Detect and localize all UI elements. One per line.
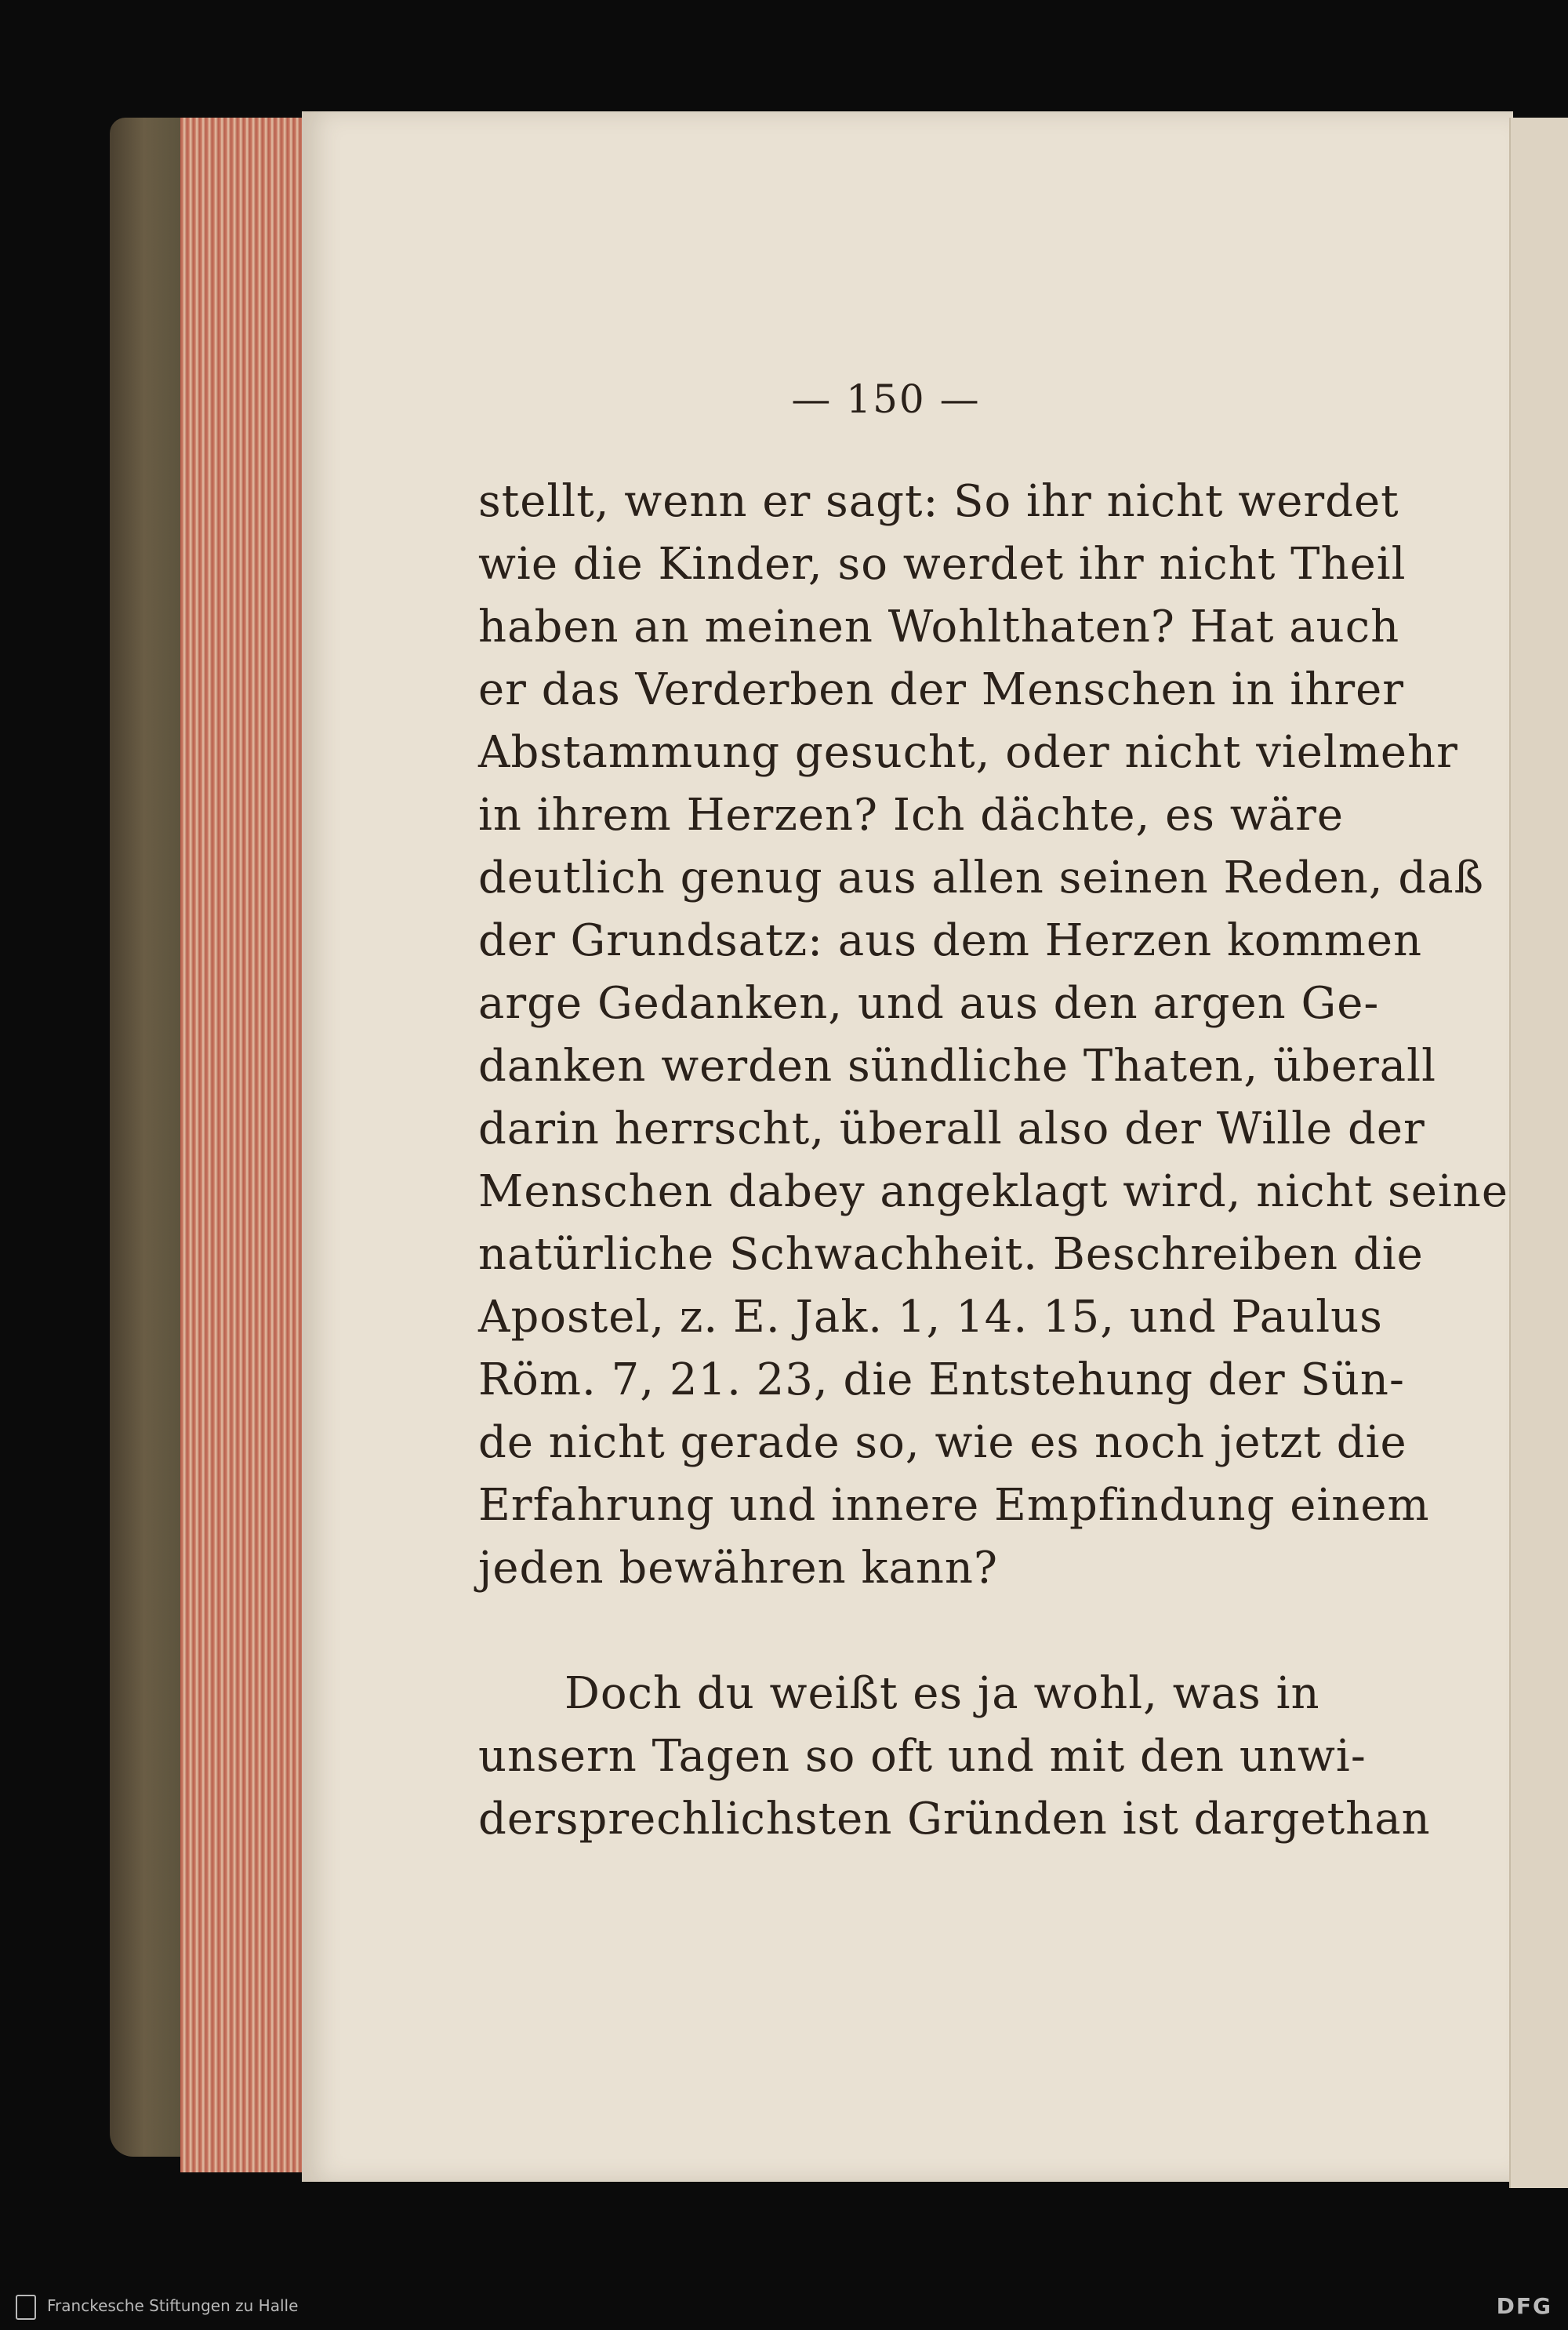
text-line: wie die Kinder, so werdet ihr nicht Theil xyxy=(478,539,1406,590)
text-line: unsern Tagen so oft und mit den unwi- xyxy=(478,1731,1367,1782)
text-line: der Grundsatz: aus dem Herzen kommen xyxy=(478,915,1423,966)
page-edges xyxy=(180,118,306,2172)
viewer-footer xyxy=(0,2285,1568,2330)
dfg-logo: DFG xyxy=(1496,2293,1552,2319)
paragraph-gap xyxy=(478,1600,1294,1663)
text-line: haben an meinen Wohlthaten? Hat auch xyxy=(478,602,1400,652)
text-line: de nicht gerade so, wie es noch jetzt die xyxy=(478,1417,1407,1468)
text-line: Apostel, z. E. Jak. 1, 14. 15, und Paulus xyxy=(478,1292,1383,1343)
facing-page-edge xyxy=(1509,118,1568,2188)
text-line: Menschen dabey angeklagt wird, nicht seine xyxy=(478,1166,1508,1217)
text-line: er das Verderben der Menschen in ihrer xyxy=(478,664,1405,715)
text-line: dersprechlichsten Gründen ist dargethan xyxy=(478,1794,1431,1845)
body-text xyxy=(478,471,1508,1851)
text-line: Erfahrung und innere Empfindung einem xyxy=(478,1480,1430,1531)
text-line: stellt, wenn er sagt: So ihr nicht werdet xyxy=(478,476,1399,527)
text-line: arge Gedanken, und aus den argen Ge- xyxy=(478,978,1380,1029)
institution-logo-icon xyxy=(16,2295,36,2320)
text-line: Röm. 7, 21. 23, die Entstehung der Sün- xyxy=(478,1354,1405,1405)
text-line: danken werden sündliche Thaten, überall xyxy=(478,1041,1436,1092)
page-number-header: — 150 — xyxy=(791,376,981,422)
text-line: Doch du weißt es ja wohl, was in xyxy=(564,1668,1320,1719)
text-line: in ihrem Herzen? Ich dächte, es wäre xyxy=(478,790,1345,841)
text-line: darin herrscht, überall also der Wille der xyxy=(478,1103,1425,1154)
text-line: Abstammung gesucht, oder nicht vielmehr xyxy=(478,727,1458,778)
text-line: jeden bewähren kann? xyxy=(478,1543,998,1594)
text-line: natürliche Schwachheit. Beschreiben die xyxy=(478,1229,1424,1280)
institution-name: Franckesche Stiftungen zu Halle xyxy=(47,2296,299,2315)
text-line: deutlich genug aus allen seinen Reden, daß xyxy=(478,852,1485,903)
